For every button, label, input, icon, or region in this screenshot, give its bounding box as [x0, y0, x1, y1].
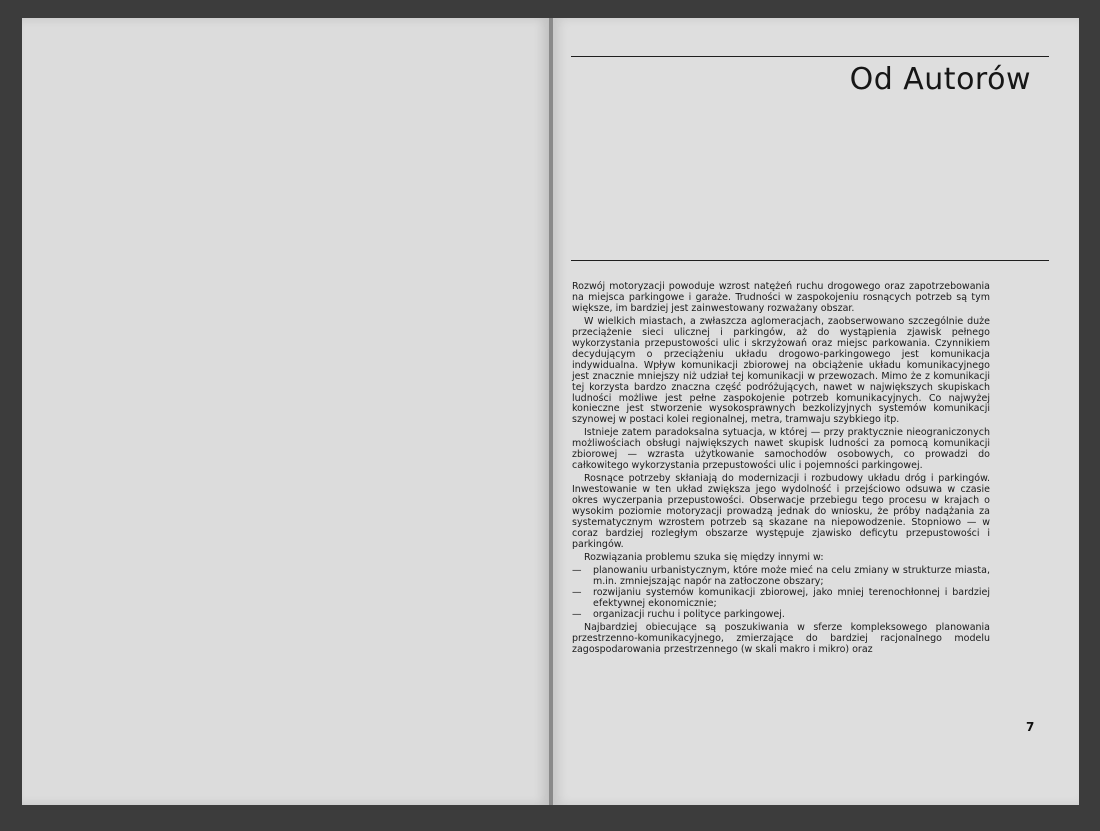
list-item-text: organizacji ruchu i polityce parkingowej. [593, 608, 785, 620]
right-page [553, 18, 1079, 805]
list-item-text: planowaniu urbanistycznym, które może mieć na celu zmiany w strukturze miasta, m.in. zmniejszając napór na zatłoczone obszary; [593, 564, 990, 587]
solutions-list [572, 566, 990, 621]
paragraph: Rosnące potrzeby skłaniają do modernizacji i rozbudowy układu dróg i parkingów. Inwestowanie w ten układ zwiększa jego wydolność i przejściowo odsuwa w czasie okres wyczerpania przepustowości. Obserwacje przebiegu tego procesu w krajach o wysokim poziomie motoryzacji prowadzą jednak do wniosku, że próby nadążania za systematycznym wzrostem potrzeb są skazane na niepowodzenie. Stopniowo — w coraz bardziej rozległym obszarze występuje zjawisko deficytu przepustowości i parkingów. [572, 473, 990, 550]
title-bottom-rule [571, 260, 1049, 261]
paragraph: W wielkich miastach, a zwłaszcza aglomeracjach, zaobserwowano szczególnie duże przeciążenie sieci ulicznej i parkingów, aż do wystąpienia zjawisk pełnego wykorzystania przepustowości ulic i skrzyżowań oraz miejsc parkowania. Czynnikiem decydującym o przeciążeniu układu drogowo-parkingowego jest komunikacja indywidualna. Wpływ komunikacji zbiorowej na obciążenie układu komunikacyjnego jest znacznie mniejszy niż udział tej komunikacji w przewozach. Mimo że z komunikacji tej korzysta bardzo znaczna część podróżujących, nawet w największych skupiskach ludności możliwe jest pełne zaspokojenie potrzeb komunikacyjnych. Co najwyżej konieczne jest stworzenie wysokosprawnych bezkolizyjnych systemów komunikacji szynowej w postaci kolei regionalnej, metra, tramwaju szybkiego itp. [572, 315, 990, 426]
paragraph: Istnieje zatem paradoksalna sytuacja, w której — przy praktycznie nieograniczonych możliwościach obsługi największych nawet skupisk ludności za pomocą komunikacji zbiorowej — wzrasta użytkowanie samochodów osobowych, co prowadzi do całkowitego wykorzystania przepustowości ulic i pojemności parkingowej. [572, 427, 990, 472]
body-text [572, 282, 990, 657]
list-item [572, 588, 990, 610]
left-page-blank [22, 18, 549, 805]
paragraph: Rozwiązania problemu szuka się między innymi w: [584, 551, 824, 563]
page-number: 7 [1026, 720, 1035, 734]
list-item [572, 566, 990, 588]
list-item-text: rozwijaniu systemów komunikacji zbiorowej, jako mniej terenochłonnej i bardziej efektywnej ekonomicznie; [593, 586, 990, 609]
paragraph: Rozwój motoryzacji powoduje wzrost natężeń ruchu drogowego oraz zapotrzebowania na miejsca parkingowe i garaże. Trudności w zaspokojeniu rosnących potrzeb są tym większe, im bardziej jest zainwestowany rozważany obszar. [572, 281, 990, 314]
list-item [572, 610, 990, 621]
chapter-title: Od Autorów [849, 62, 1031, 97]
list-dash: — [572, 608, 582, 620]
list-dash: — [572, 564, 582, 576]
top-rule [571, 56, 1049, 57]
list-dash: — [572, 586, 582, 598]
paragraph: Najbardziej obiecujące są poszukiwania w sferze kompleksowego planowania przestrzenno-komunikacyjnego, zmierzające do bardziej racjonalnego modelu zagospodarowania przestrzennego (w skali makro i mikro) oraz [572, 621, 990, 655]
